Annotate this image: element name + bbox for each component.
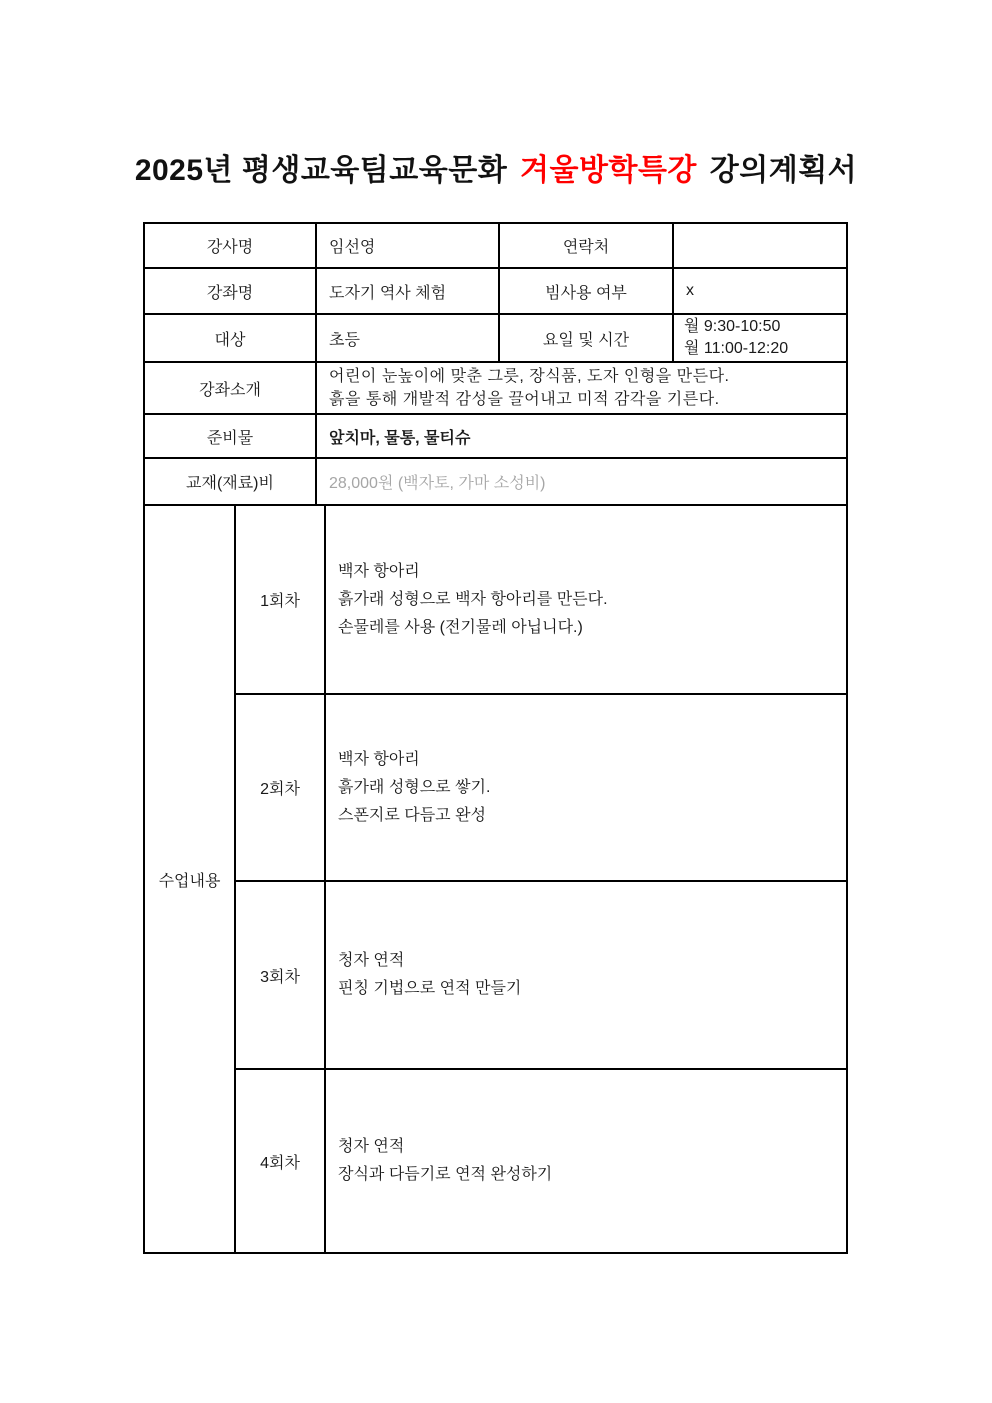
sessions-label: 수업내용 <box>144 505 235 1253</box>
table-row-course <box>144 268 847 314</box>
schedule-label: 요일 및 시간 <box>499 314 673 362</box>
session-line: 흙가래 성형으로 백자 항아리를 만든다. <box>338 590 608 608</box>
session-line: 청자 연적 <box>338 1138 405 1155</box>
intro-label: 강좌소개 <box>144 362 316 414</box>
intro-line: 흙을 통해 개발적 감성을 끌어내고 미적 감각을 기른다. <box>329 391 720 408</box>
projector-value: x <box>673 268 847 314</box>
session-1-number: 1회차 <box>235 505 325 694</box>
instructor-value: 임선영 <box>316 223 499 268</box>
session-4-content <box>325 1069 847 1253</box>
session-line: 손물레를 사용 (전기물레 아닙니다.) <box>338 618 583 636</box>
fee-label: 교재(재료)비 <box>144 458 316 505</box>
schedule-value <box>673 314 847 362</box>
intro-line: 어린이 눈높이에 맞춘 그릇, 장식품, 도자 인형을 만든다. <box>329 368 730 385</box>
contact-value <box>673 223 847 268</box>
title-highlight: 겨울방학특강 <box>520 154 697 187</box>
session-line: 스폰지로 다듬고 완성 <box>338 806 486 824</box>
title-suffix: 강의계획서 <box>700 154 858 187</box>
supplies-value: 앞치마, 물통, 물티슈 <box>316 414 847 458</box>
session-2-content <box>325 694 847 881</box>
course-plan-table <box>143 222 848 1254</box>
table-row-supplies <box>144 414 847 458</box>
table-row-session-4 <box>144 1069 847 1253</box>
session-line: 장식과 다듬기로 연적 완성하기 <box>338 1166 553 1183</box>
table-row-session-3 <box>144 881 847 1069</box>
title-prefix: 2025년 평생교육팀교육문화 <box>134 154 517 187</box>
session-3-content <box>325 881 847 1069</box>
instructor-label: 강사명 <box>144 223 316 268</box>
schedule-line: 월 11:00-12:20 <box>684 340 789 357</box>
session-line: 핀칭 기법으로 연적 만들기 <box>338 980 522 997</box>
session-line: 청자 연적 <box>338 952 405 969</box>
session-line: 백자 항아리 <box>338 750 420 768</box>
session-3-number: 3회차 <box>235 881 325 1069</box>
target-label: 대상 <box>144 314 316 362</box>
schedule-line: 월 9:30-10:50 <box>684 318 781 335</box>
table-row-instructor <box>144 223 847 268</box>
projector-label: 빔사용 여부 <box>499 268 673 314</box>
session-line: 백자 항아리 <box>338 562 420 580</box>
course-value: 도자기 역사 체험 <box>316 268 499 314</box>
session-1-content <box>325 505 847 694</box>
session-2-number: 2회차 <box>235 694 325 881</box>
session-4-number: 4회차 <box>235 1069 325 1253</box>
supplies-label: 준비물 <box>144 414 316 458</box>
table-row-fee <box>144 458 847 505</box>
contact-label: 연락처 <box>499 223 673 268</box>
target-value: 초등 <box>316 314 499 362</box>
course-label: 강좌명 <box>144 268 316 314</box>
intro-value <box>316 362 847 414</box>
fee-value: 28,000원 (백자토, 가마 소성비) <box>316 458 847 505</box>
page-title <box>0 152 992 190</box>
table-row-session-2 <box>144 694 847 881</box>
table-row-intro <box>144 362 847 414</box>
table-row-target <box>144 314 847 362</box>
session-line: 흙가래 성형으로 쌓기. <box>338 778 491 796</box>
table-row-session-1 <box>144 505 847 694</box>
